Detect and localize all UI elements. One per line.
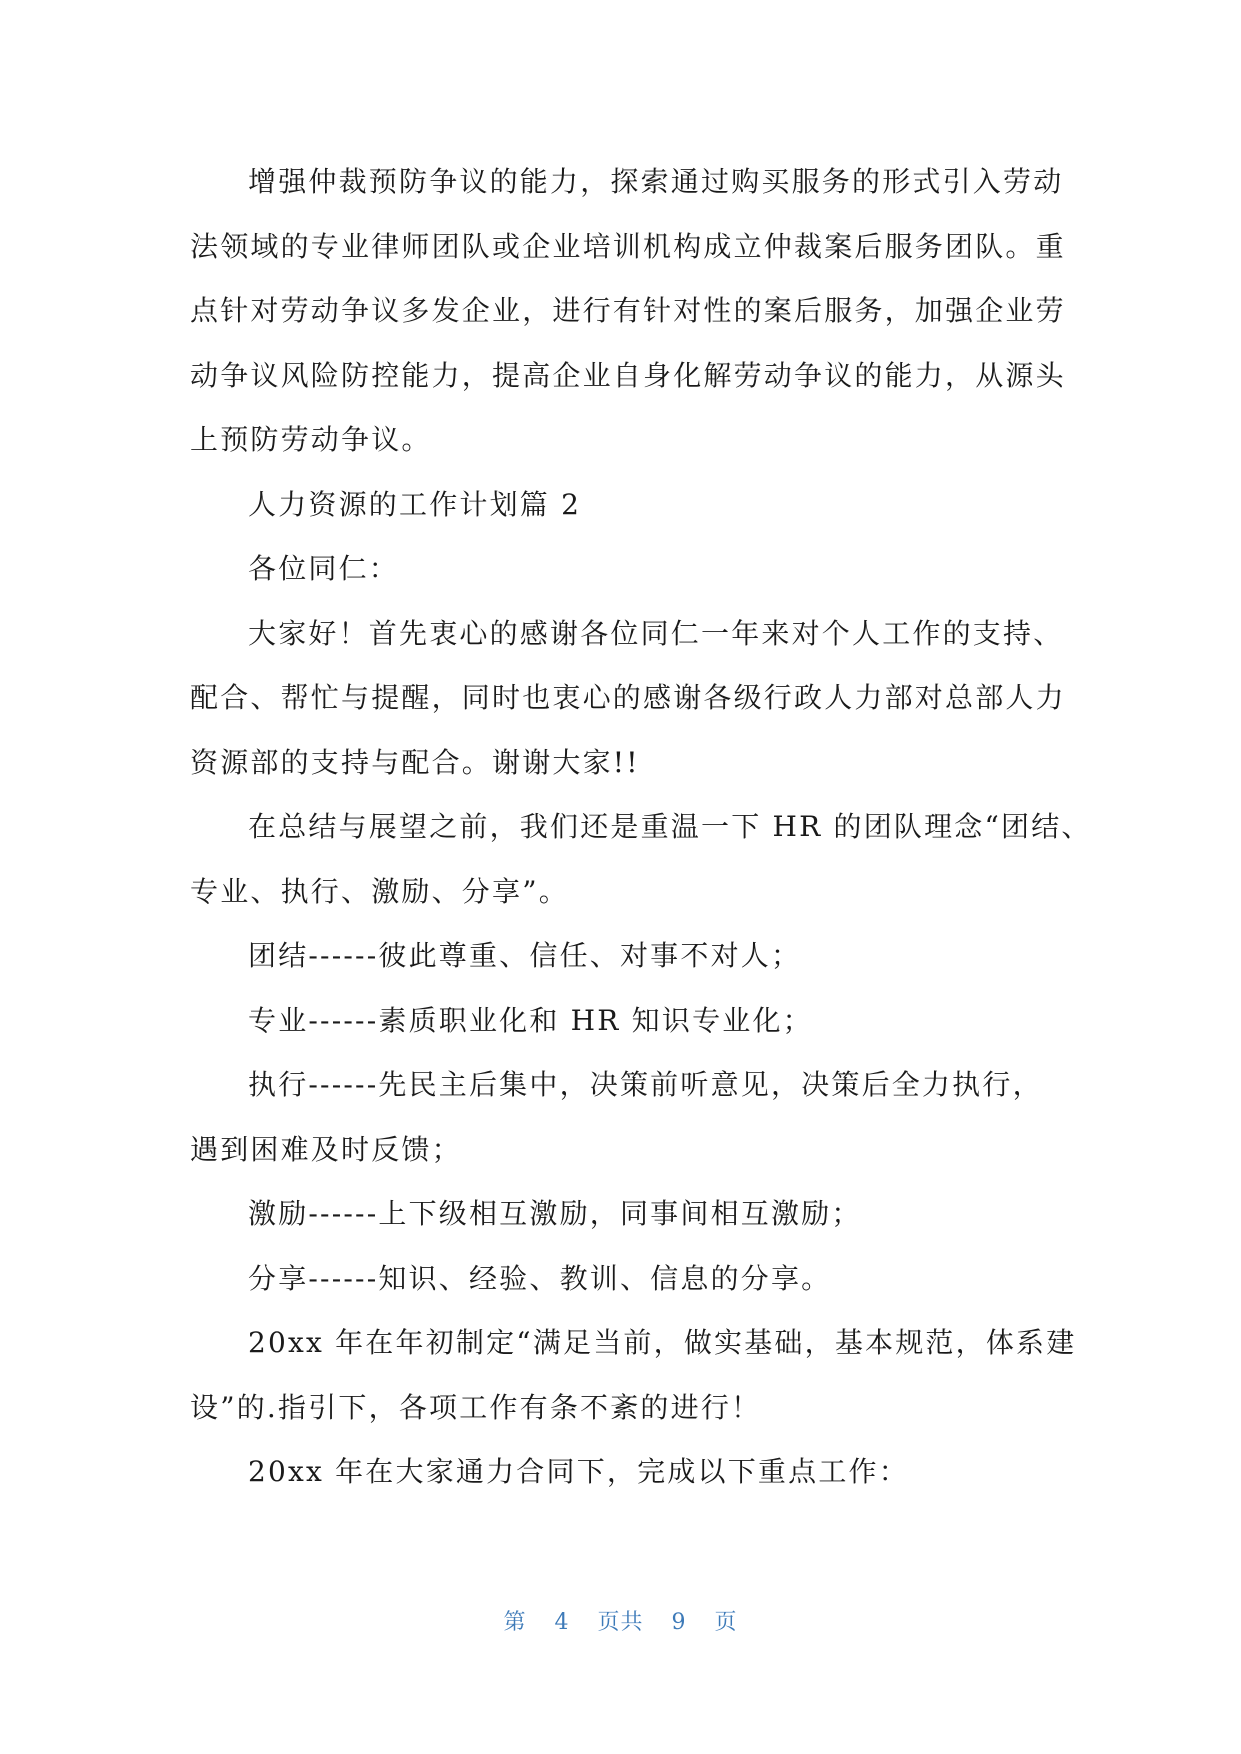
paragraph-line-continuation: 资源部的支持与配合。谢谢大家!!	[190, 745, 640, 779]
paragraph-line-continuation: 点针对劳动争议多发企业，进行有针对性的案后服务，加强企业劳	[190, 294, 1066, 327]
paragraph-line-first: 分享------知识、经验、教训、信息的分享。	[248, 1261, 832, 1295]
footer-prefix: 第	[503, 1610, 527, 1635]
footer-current-page: 4	[554, 1610, 570, 1635]
paragraph-line-first: 专业------素质职业化和 HR 知识专业化；	[248, 1003, 813, 1037]
footer-middle: 页共	[597, 1610, 644, 1635]
paragraph-line-first: 人力资源的工作计划篇 2	[248, 487, 582, 521]
paragraph-line-first: 增强仲裁预防争议的能力，探索通过购买服务的形式引入劳动	[248, 165, 1064, 198]
paragraph-line-first: 大家好！首先衷心的感谢各位同仁一年来对个人工作的支持、	[248, 616, 1064, 650]
paragraph-line-first: 团结------彼此尊重、信任、对事不对人；	[248, 939, 802, 972]
paragraph-line-continuation: 动争议风险防控能力，提高企业自身化解劳动争议的能力，从源头	[190, 358, 1066, 392]
paragraph-line-continuation: 上预防劳动争议。	[190, 423, 432, 456]
footer-suffix: 页	[714, 1610, 738, 1635]
paragraph-line-continuation: 配合、帮忙与提醒，同时也衷心的感谢各级行政人力部对总部人力	[190, 681, 1066, 714]
paragraph-line-continuation: 遇到困难及时反馈；	[190, 1132, 462, 1166]
document-body	[190, 150, 1092, 1505]
paragraph-line-first: 20xx 年在年初制定“满足当前，做实基础，基本规范，体系建	[248, 1326, 1077, 1359]
paragraph-line-first: 激励------上下级相互激励，同事间相互激励；	[248, 1197, 862, 1230]
paragraph-line-first: 各位同仁：	[248, 552, 400, 585]
paragraph-line-first: 20xx 年在大家通力合同下，完成以下重点工作：	[248, 1455, 909, 1488]
paragraph-line-first: 在总结与展望之前，我们还是重温一下 HR 的团队理念“团结、	[248, 810, 1092, 843]
footer-total-pages: 9	[671, 1610, 687, 1635]
page-footer	[0, 1605, 1241, 1636]
paragraph-line-continuation: 法领域的专业律师团队或企业培训机构成立仲裁案后服务团队。重	[190, 229, 1066, 263]
paragraph-line-continuation: 设”的.指引下，各项工作有条不紊的进行！	[190, 1390, 762, 1424]
paragraph-line-continuation: 专业、执行、激励、分享”。	[190, 874, 569, 908]
paragraph-line-first: 执行------先民主后集中，决策前听意见，决策后全力执行，	[248, 1068, 1043, 1101]
